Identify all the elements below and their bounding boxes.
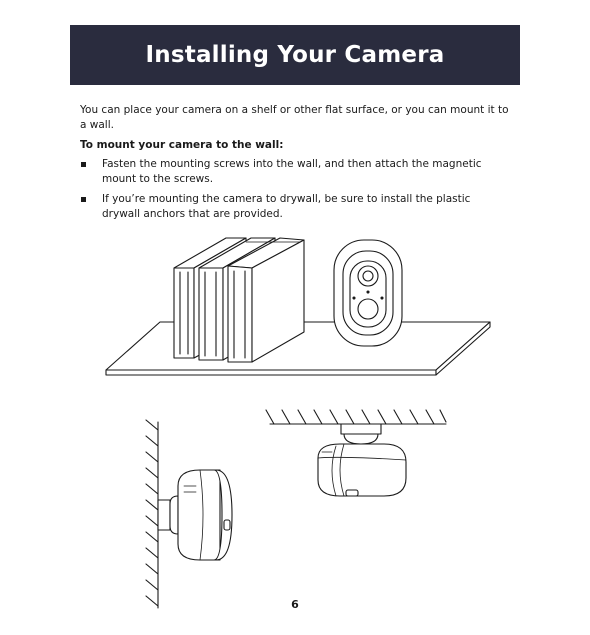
wall-mount-illustration (146, 420, 232, 608)
shelf-illustration (106, 238, 490, 375)
books-icon (174, 238, 304, 362)
page-title: Installing Your Camera (145, 42, 445, 68)
ceiling-mount-illustration (266, 410, 446, 496)
camera-icon (334, 240, 402, 346)
list-item-text: Fasten the mounting screws into the wall, and then attach the magnetic mount to the screws. (102, 158, 482, 185)
wall-hatching (146, 420, 158, 608)
intro-paragraph: You can place your camera on a shelf or other flat surface, or you can mount it to a wall. (80, 104, 509, 131)
list-item-text: If you’re mounting the camera to drywall, be sure to install the plastic drywall anchors that are provided. (102, 193, 471, 220)
subheading: To mount your camera to the wall: (80, 139, 284, 151)
ceiling-camera-icon (318, 424, 406, 496)
page-number: 6 (291, 598, 299, 611)
wall-camera-icon (158, 470, 232, 560)
ceiling-hatching (266, 410, 446, 424)
